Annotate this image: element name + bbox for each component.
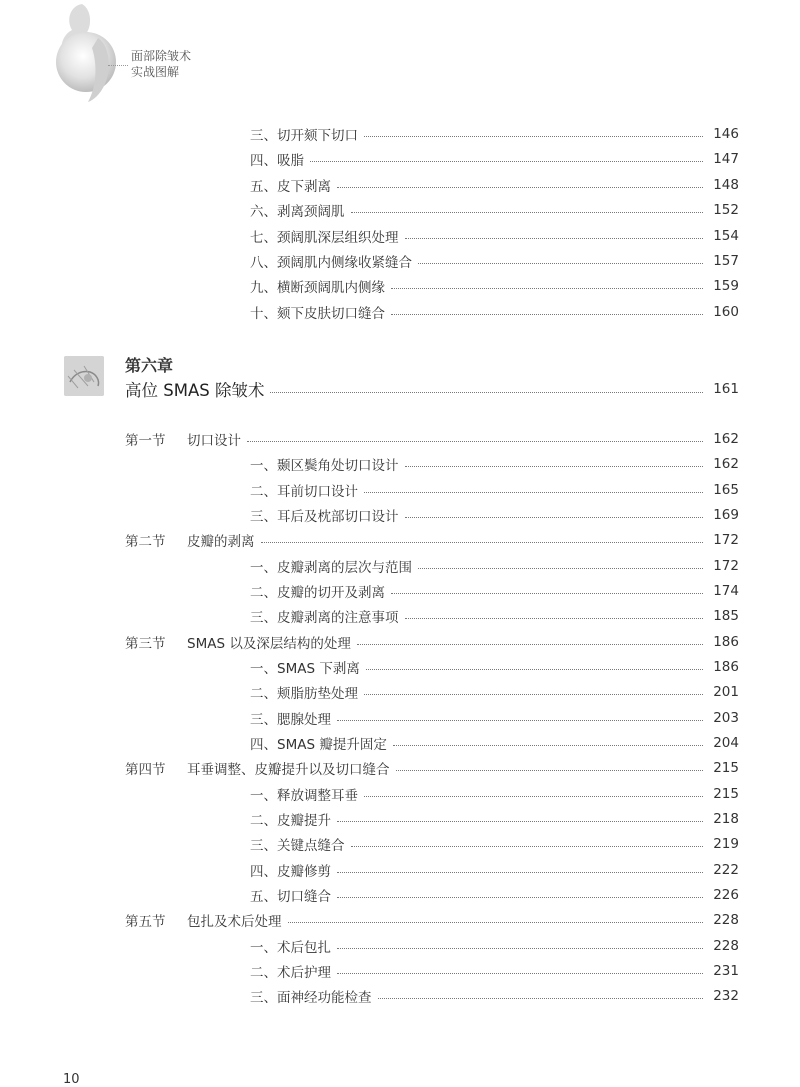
toc-entry-page: 232 — [713, 988, 739, 1004]
toc-entry[interactable] — [125, 859, 739, 881]
toc-entry-page: 146 — [713, 126, 739, 142]
toc-entry[interactable] — [125, 985, 739, 1007]
dot-leader — [270, 392, 703, 393]
toc-entry-page: 203 — [713, 710, 739, 726]
toc-section-entry[interactable] — [125, 631, 739, 653]
toc-entry[interactable] — [125, 656, 739, 678]
toc-entry-page: 174 — [713, 583, 739, 599]
toc-entry[interactable] — [125, 555, 739, 577]
dot-leader — [418, 263, 703, 264]
dot-leader — [405, 517, 704, 518]
toc-entry-title: SMAS 以及深层结构的处理 — [187, 636, 351, 652]
toc-entry-page: 154 — [713, 228, 739, 244]
toc-entry-page: 148 — [713, 177, 739, 193]
toc-entry-page: 162 — [713, 456, 739, 472]
toc-section-entry[interactable] — [125, 757, 739, 779]
toc-entry[interactable] — [125, 808, 739, 830]
toc-entry-page: 152 — [713, 202, 739, 218]
toc-entry-title: 一、皮瓣剥离的层次与范围 — [250, 560, 412, 576]
toc-entry-page: 147 — [713, 151, 739, 167]
toc-entry[interactable] — [125, 250, 739, 272]
toc-entry-title: 一、术后包扎 — [250, 940, 331, 956]
toc-entry-page: 226 — [713, 887, 739, 903]
header-illustration — [48, 0, 128, 105]
book-title-line-2: 实战图解 — [131, 65, 180, 79]
toc-entry-page: 231 — [713, 963, 739, 979]
toc-entry-title: 一、SMAS 下剥离 — [250, 661, 360, 677]
chapter-label: 第六章 — [125, 356, 174, 375]
toc-entry[interactable] — [125, 123, 739, 145]
toc-entry-page: 157 — [713, 253, 739, 269]
toc-entry-title: 六、剥离颈阔肌 — [250, 204, 345, 220]
toc-entry-page: 228 — [713, 912, 739, 928]
dot-leader — [247, 441, 703, 442]
toc-entry-page: 159 — [713, 278, 739, 294]
toc-entry-page: 219 — [713, 836, 739, 852]
toc-entry[interactable] — [125, 225, 739, 247]
toc-section-label: 第二节 — [125, 534, 166, 550]
dot-leader — [405, 466, 704, 467]
dot-leader — [378, 998, 704, 999]
toc-entry-page: 218 — [713, 811, 739, 827]
toc-entry-title: 三、面神经功能检查 — [250, 990, 372, 1006]
toc-entry-page: 222 — [713, 862, 739, 878]
toc-entry-page: 162 — [713, 431, 739, 447]
toc-entry-title: 一、颞区鬓角处切口设计 — [250, 458, 399, 474]
toc-entry[interactable] — [125, 960, 739, 982]
toc-entry-page: 160 — [713, 304, 739, 320]
chapter-entry[interactable] — [125, 377, 739, 401]
toc-entry-page: 169 — [713, 507, 739, 523]
toc-entry[interactable] — [125, 605, 739, 627]
toc-entry-title: 三、耳后及枕部切口设计 — [250, 509, 399, 525]
toc-entry-page: 228 — [713, 938, 739, 954]
toc-entry-title: 一、释放调整耳垂 — [250, 788, 358, 804]
toc-entry[interactable] — [125, 504, 739, 526]
toc-entry[interactable] — [125, 833, 739, 855]
toc-entry-title: 九、横断颈阔肌内侧缘 — [250, 280, 385, 296]
page-number: 10 — [63, 1072, 80, 1087]
dot-leader — [310, 161, 703, 162]
dot-leader — [364, 492, 703, 493]
dot-leader — [366, 669, 703, 670]
dot-leader — [337, 187, 703, 188]
toc-entry[interactable] — [125, 707, 739, 729]
toc-section-label: 第五节 — [125, 914, 166, 930]
toc-entry[interactable] — [125, 935, 739, 957]
toc-entry-title: 二、颊脂肪垫处理 — [250, 686, 358, 702]
toc-entry[interactable] — [125, 479, 739, 501]
toc-entry-title: 二、耳前切口设计 — [250, 484, 358, 500]
toc-entry-title: 三、切开颏下切口 — [250, 128, 358, 144]
chapter-thumbnail-icon — [64, 356, 104, 396]
dot-leader — [391, 593, 703, 594]
toc-entry-title: 二、皮瓣提升 — [250, 813, 331, 829]
toc-entry-title: 十、颏下皮肤切口缝合 — [250, 306, 385, 322]
toc-entry-title: 四、吸脂 — [250, 153, 304, 169]
dot-leader — [261, 542, 704, 543]
dot-leader — [405, 238, 704, 239]
toc-entry-page: 186 — [713, 634, 739, 650]
toc-entry-title: 包扎及术后处理 — [187, 914, 282, 930]
toc-entry-title: 七、颈阔肌深层组织处理 — [250, 230, 399, 246]
toc-section-label: 第一节 — [125, 433, 166, 449]
toc-entry[interactable] — [125, 884, 739, 906]
toc-entry[interactable] — [125, 732, 739, 754]
toc-entry-page: 215 — [713, 760, 739, 776]
toc-entry-title: 五、皮下剥离 — [250, 179, 331, 195]
toc-entry-title: 二、术后护理 — [250, 965, 331, 981]
toc-entry-title: 八、颈阔肌内侧缘收紧缝合 — [250, 255, 412, 271]
dot-leader — [337, 948, 703, 949]
toc-entry[interactable] — [125, 681, 739, 703]
dot-leader — [391, 314, 703, 315]
toc-entry-title: 四、皮瓣修剪 — [250, 864, 331, 880]
toc-entry-page: 172 — [713, 558, 739, 574]
dot-leader — [364, 694, 703, 695]
toc-entry-page: 165 — [713, 482, 739, 498]
dot-leader — [364, 796, 703, 797]
toc-entry[interactable] — [125, 580, 739, 602]
dot-leader — [393, 745, 703, 746]
dot-leader — [351, 846, 704, 847]
toc-section-entry[interactable] — [125, 529, 739, 551]
toc-section-label: 第四节 — [125, 762, 166, 778]
toc-section-entry[interactable] — [125, 428, 739, 450]
dot-leader — [337, 973, 703, 974]
toc-entry[interactable] — [125, 199, 739, 221]
toc-entry-title: 三、腮腺处理 — [250, 712, 331, 728]
dot-leader — [405, 618, 704, 619]
book-title — [131, 48, 191, 80]
toc-entry-page: 204 — [713, 735, 739, 751]
toc-entry[interactable] — [125, 148, 739, 170]
dot-leader — [418, 568, 703, 569]
toc-entry-title: 三、皮瓣剥离的注意事项 — [250, 610, 399, 626]
toc-entry-title: 皮瓣的剥离 — [187, 534, 255, 550]
toc-entry[interactable] — [125, 301, 739, 323]
toc-section-entry[interactable] — [125, 909, 739, 931]
toc-entry-title: 二、皮瓣的切开及剥离 — [250, 585, 385, 601]
chapter-title: 高位 SMAS 除皱术 — [125, 381, 265, 400]
toc-entry[interactable] — [125, 275, 739, 297]
dot-leader — [351, 212, 704, 213]
dot-leader — [337, 821, 703, 822]
toc-entry-page: 201 — [713, 684, 739, 700]
toc-entry-page: 185 — [713, 608, 739, 624]
toc-entry-page: 186 — [713, 659, 739, 675]
toc-entry[interactable] — [125, 453, 739, 475]
toc-entry-page: 172 — [713, 532, 739, 548]
book-title-line-1: 面部除皱术 — [131, 49, 192, 63]
dot-leader — [337, 872, 703, 873]
dot-leader — [288, 922, 704, 923]
dot-leader — [337, 897, 703, 898]
dot-leader — [396, 770, 704, 771]
toc-entry-title: 耳垂调整、皮瓣提升以及切口缝合 — [187, 762, 390, 778]
dot-leader — [337, 720, 703, 721]
toc-entry-page: 215 — [713, 786, 739, 802]
toc-entry[interactable] — [125, 174, 739, 196]
toc-entry-title: 五、切口缝合 — [250, 889, 331, 905]
toc-entry-title: 切口设计 — [187, 433, 241, 449]
chapter-page: 161 — [713, 381, 739, 397]
dot-leader — [364, 136, 703, 137]
dot-leader — [391, 288, 703, 289]
toc-entry[interactable] — [125, 783, 739, 805]
toc-entry-title: 四、SMAS 瓣提升固定 — [250, 737, 387, 753]
toc-entry-title: 三、关键点缝合 — [250, 838, 345, 854]
dot-leader — [357, 644, 703, 645]
toc-section-label: 第三节 — [125, 636, 166, 652]
header-dotted-rule — [108, 65, 128, 66]
